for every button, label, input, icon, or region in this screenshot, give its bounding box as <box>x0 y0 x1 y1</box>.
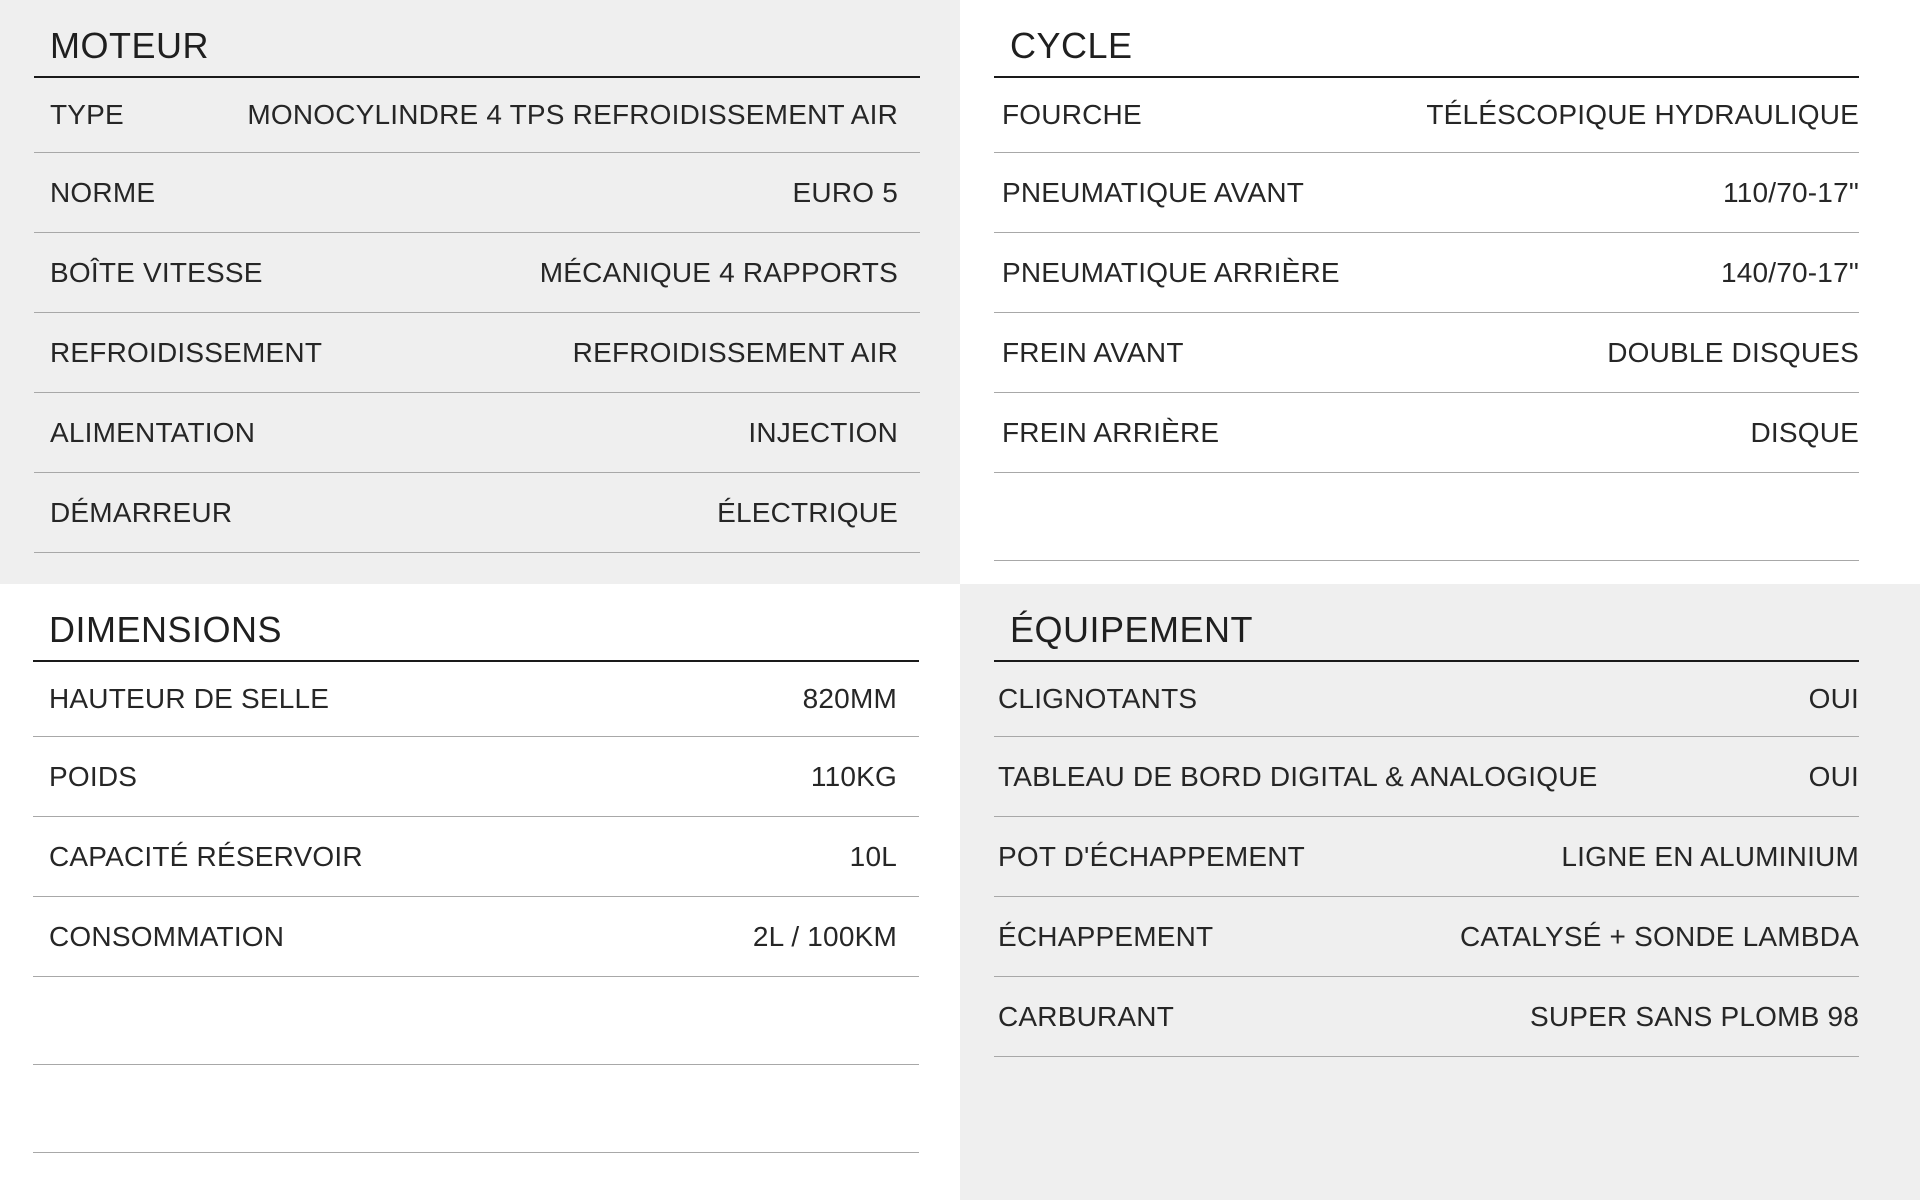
spec-value: DISQUE <box>1750 416 1859 448</box>
spec-value: ÉLECTRIQUE <box>717 496 898 528</box>
spec-row <box>34 313 920 393</box>
spec-value: 820MM <box>802 683 897 714</box>
spec-value: MONOCYLINDRE 4 TPS REFROIDISSEMENT AIR <box>247 99 898 130</box>
equipement-title: ÉQUIPEMENT <box>994 610 1859 662</box>
spec-value: TÉLÉSCOPIQUE HYDRAULIQUE <box>1426 99 1859 130</box>
spec-label: CONSOMMATION <box>49 920 285 952</box>
spec-label: POIDS <box>49 760 138 792</box>
spec-row <box>994 662 1859 737</box>
spec-value: INJECTION <box>748 416 898 448</box>
dimensions-spec-list <box>33 662 919 1153</box>
spec-value: 2L / 100KM <box>752 920 897 952</box>
spec-row <box>34 78 920 153</box>
spec-label: ALIMENTATION <box>50 416 256 448</box>
spec-row <box>994 153 1859 233</box>
spec-row <box>33 817 919 897</box>
spec-label: PNEUMATIQUE AVANT <box>1002 176 1305 208</box>
spec-value: 10L <box>849 840 897 872</box>
spec-value: 110KG <box>810 760 897 792</box>
spec-value: OUI <box>1808 683 1859 714</box>
dimensions-title: DIMENSIONS <box>33 610 919 662</box>
spec-value: SUPER SANS PLOMB 98 <box>1529 1000 1859 1032</box>
spec-label: DÉMARREUR <box>50 496 233 528</box>
cycle-spec-list <box>994 78 1859 561</box>
spec-value: MÉCANIQUE 4 RAPPORTS <box>539 256 898 288</box>
cycle-title: CYCLE <box>994 26 1859 78</box>
spec-label: CAPACITÉ RÉSERVOIR <box>49 840 363 872</box>
spec-row <box>994 817 1859 897</box>
spec-row <box>33 737 919 817</box>
spec-row <box>34 473 920 553</box>
spec-value: LIGNE EN ALUMINIUM <box>1561 840 1859 872</box>
spec-label: HAUTEUR DE SELLE <box>49 683 330 714</box>
spec-row <box>34 153 920 233</box>
spec-value: EURO 5 <box>792 176 898 208</box>
spec-label: NORME <box>50 176 156 208</box>
spec-row <box>994 78 1859 153</box>
moteur-panel <box>0 0 960 584</box>
spec-row <box>994 233 1859 313</box>
spec-row-empty <box>994 473 1859 561</box>
spec-label: CARBURANT <box>998 1000 1175 1032</box>
equipement-spec-list <box>994 662 1859 1057</box>
spec-value: OUI <box>1808 760 1859 792</box>
spec-row <box>994 897 1859 977</box>
dimensions-panel <box>0 584 960 1200</box>
cycle-panel <box>960 0 1920 584</box>
spec-row <box>33 897 919 977</box>
spec-row <box>994 977 1859 1057</box>
spec-row <box>994 737 1859 817</box>
spec-row <box>34 233 920 313</box>
spec-value: DOUBLE DISQUES <box>1607 336 1859 368</box>
spec-value: CATALYSÉ + SONDE LAMBDA <box>1459 920 1859 952</box>
spec-value: 140/70-17" <box>1720 256 1859 288</box>
spec-label: FREIN AVANT <box>1002 336 1184 368</box>
spec-label: TYPE <box>50 99 124 130</box>
spec-row <box>994 313 1859 393</box>
spec-label: FOURCHE <box>1002 99 1142 130</box>
spec-label: BOÎTE VITESSE <box>50 256 263 288</box>
spec-label: ÉCHAPPEMENT <box>998 920 1214 952</box>
spec-label: POT D'ÉCHAPPEMENT <box>998 840 1305 872</box>
spec-label: PNEUMATIQUE ARRIÈRE <box>1002 256 1340 288</box>
spec-row <box>33 662 919 737</box>
equipement-panel <box>960 584 1920 1200</box>
spec-label: FREIN ARRIÈRE <box>1002 416 1220 448</box>
spec-label: TABLEAU DE BORD DIGITAL & ANALOGIQUE <box>998 760 1598 792</box>
spec-row-empty <box>33 977 919 1065</box>
spec-value: REFROIDISSEMENT AIR <box>572 336 898 368</box>
spec-row <box>34 393 920 473</box>
spec-row <box>994 393 1859 473</box>
spec-label: REFROIDISSEMENT <box>50 336 323 368</box>
moteur-spec-list <box>34 78 920 553</box>
spec-value: 110/70-17" <box>1723 176 1859 208</box>
spec-label: CLIGNOTANTS <box>998 683 1198 714</box>
moteur-title: MOTEUR <box>34 26 920 78</box>
spec-row-empty <box>33 1065 919 1153</box>
